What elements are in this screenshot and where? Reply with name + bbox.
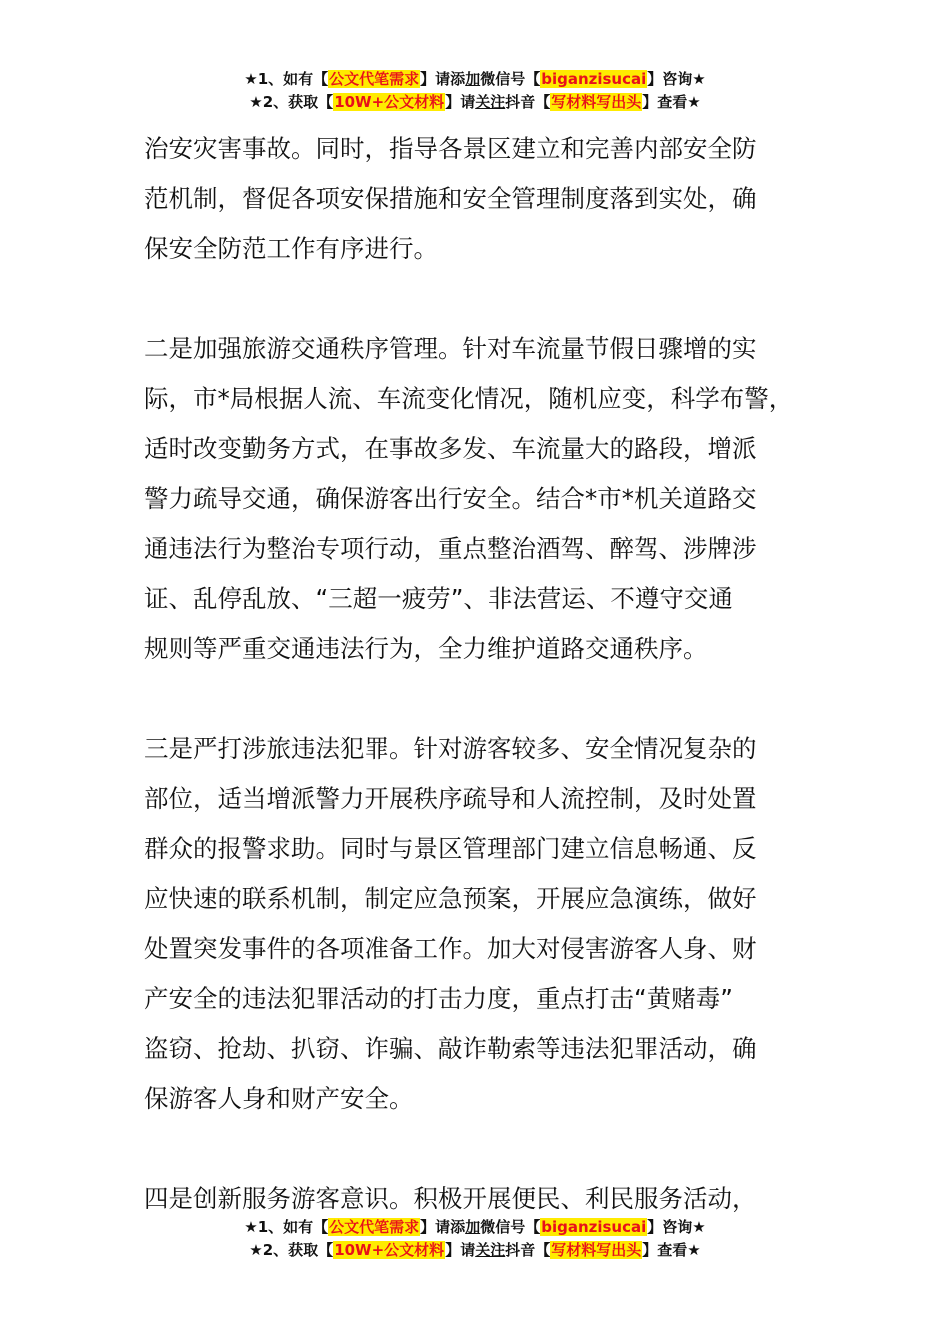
banner-line-2 [0, 1239, 950, 1262]
banner-underlined-text: 关注 [475, 93, 506, 111]
text-line: 范机制，督促各项安保措施和安全管理制度落到实处，确 [144, 184, 757, 213]
banner-text: ★1、如有【 [244, 1218, 329, 1236]
text-line: 通违法行为整治专项行动，重点整治酒驾、醉驾、涉牌涉 [144, 534, 757, 563]
highlight-service: 公文代笔需求 [329, 70, 420, 88]
text-line: 警力疏导交通，确保游客出行安全。结合*市*机关道路交 [144, 484, 757, 513]
highlight-wechat-id: biganzisucai [541, 1218, 647, 1236]
text-line: 二是加强旅游交通秩序管理。针对车流量节假日骤增的实 [144, 334, 757, 363]
text-line: 治安灾害事故。同时，指导各景区建立和完善内部安全防 [144, 134, 757, 163]
banner-line-1 [0, 68, 950, 91]
banner-text: 】请添 [420, 70, 466, 88]
highlight-materials: 10W+公文材料 [334, 1241, 445, 1259]
banner-text: 微信号【 [480, 70, 541, 88]
banner-text: ★1、如有【 [244, 70, 329, 88]
highlight-wechat-id: biganzisucai [541, 70, 647, 88]
banner-text: 】请 [445, 1241, 476, 1259]
banner-underlined-text: 关注 [475, 1241, 506, 1259]
banner-text: 】请 [445, 93, 476, 111]
banner-text: 】查看★ [642, 93, 701, 111]
highlight-douyin-account: 写材料写出头 [551, 93, 642, 111]
banner-text: 】请添 [420, 1218, 466, 1236]
banner-text: 】咨询★ [647, 70, 706, 88]
paragraph-3 [144, 724, 834, 1124]
banner-text: 抖音【 [505, 1241, 551, 1259]
text-line: 规则等严重交通违法行为，全力维护道路交通秩序。 [144, 634, 708, 663]
banner-text: 抖音【 [505, 93, 551, 111]
banner-text: 】咨询★ [647, 1218, 706, 1236]
banner-line-1 [0, 1216, 950, 1239]
highlight-materials: 10W+公文材料 [334, 93, 445, 111]
text-line: 处置突发事件的各项准备工作。加大对侵害游客人身、财 [144, 934, 757, 963]
footer-banner [0, 1216, 950, 1262]
text-line: 证、乱停乱放、“三超一疲劳”、非法营运、不遵守交通 [144, 584, 733, 613]
banner-text: 】查看★ [642, 1241, 701, 1259]
text-line: 群众的报警求助。同时与景区管理部门建立信息畅通、反 [144, 834, 757, 863]
highlight-douyin-account: 写材料写出头 [551, 1241, 642, 1259]
header-banner [0, 68, 950, 114]
text-line: 三是严打涉旅违法犯罪。针对游客较多、安全情况复杂的 [144, 734, 757, 763]
banner-underlined-text: 加 [465, 70, 481, 88]
text-line: 部位，适当增派警力开展秩序疏导和人流控制，及时处置 [144, 784, 757, 813]
banner-underlined-text: 加 [465, 1218, 481, 1236]
text-line: 适时改变勤务方式，在事故多发、车流量大的路段，增派 [144, 434, 757, 463]
banner-line-2 [0, 91, 950, 114]
text-line: 际，市*局根据人流、车流变化情况，随机应变，科学布警， [144, 384, 794, 413]
text-line: 四是创新服务游客意识。积极开展便民、利民服务活动， [144, 1184, 757, 1213]
paragraph-2 [144, 324, 834, 674]
document-body [144, 124, 834, 1224]
text-line: 盗窃、抢劫、扒窃、诈骗、敲诈勒索等违法犯罪活动，确 [144, 1034, 757, 1063]
paragraph-1 [144, 124, 834, 274]
banner-text: ★2、获取【 [249, 93, 334, 111]
text-line: 保安全防范工作有序进行。 [144, 234, 438, 263]
banner-text: 微信号【 [480, 1218, 541, 1236]
text-line: 产安全的违法犯罪活动的打击力度，重点打击“黄赌毒” [144, 984, 733, 1013]
text-line: 应快速的联系机制，制定应急预案，开展应急演练，做好 [144, 884, 757, 913]
text-line: 保游客人身和财产安全。 [144, 1084, 414, 1113]
banner-text: ★2、获取【 [249, 1241, 334, 1259]
highlight-service: 公文代笔需求 [329, 1218, 420, 1236]
